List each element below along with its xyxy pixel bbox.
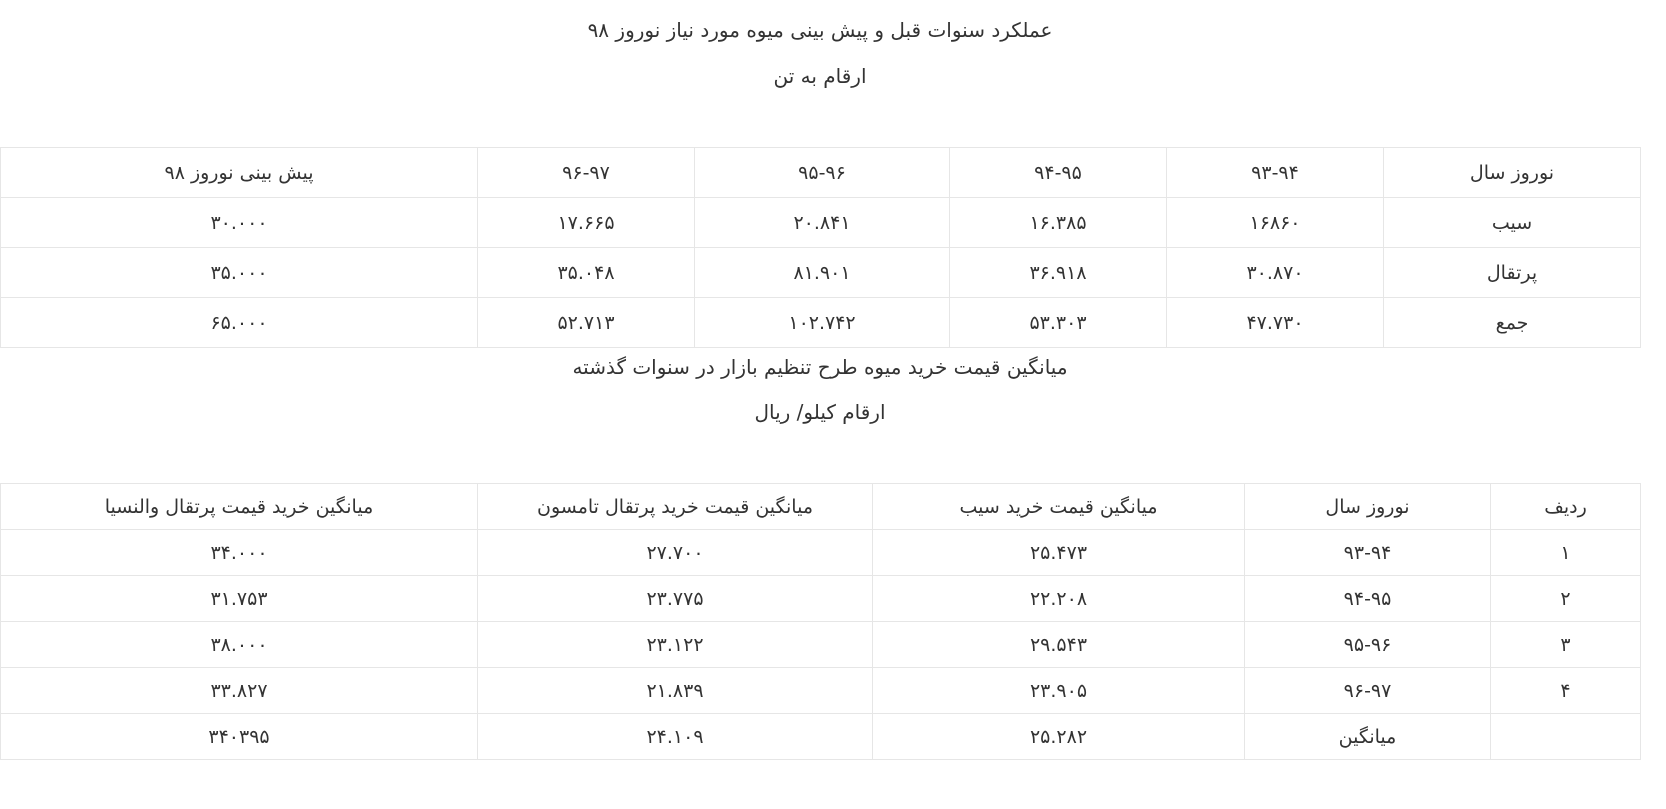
table-row <box>1 198 1641 248</box>
column-header: نوروز سال <box>1384 148 1641 198</box>
table-cell: ۵۳.۳۰۳ <box>950 298 1167 348</box>
column-header: ۹۴-۹۵ <box>950 148 1167 198</box>
table-row <box>1 622 1641 668</box>
table-cell: ۱۷.۶۶۵ <box>478 198 695 248</box>
table-row <box>1 530 1641 576</box>
table-row <box>1 714 1641 760</box>
table-cell: ۹۵-۹۶ <box>1245 622 1491 668</box>
table-cell: ۲۴.۱۰۹ <box>478 714 873 760</box>
column-header: ۹۳-۹۴ <box>1167 148 1384 198</box>
table-cell: ۲۹.۵۴۳ <box>873 622 1245 668</box>
table-cell <box>1491 714 1641 760</box>
table-cell: ۳۱.۷۵۳ <box>1 576 478 622</box>
table-cell: ۳۰.۰۰۰ <box>1 198 478 248</box>
table-row <box>1 668 1641 714</box>
table-cell: ۲۵.۴۷۳ <box>873 530 1245 576</box>
table-cell: ۹۳-۹۴ <box>1245 530 1491 576</box>
table-cell: ۳۴۰۳۹۵ <box>1 714 478 760</box>
table-cell: ۲۵.۲۸۲ <box>873 714 1245 760</box>
table-cell: ۲۳.۱۲۲ <box>478 622 873 668</box>
table-row <box>1 248 1641 298</box>
section2-unit: ارقام کیلو/ ریال <box>754 400 886 424</box>
table-cell: ۲۰.۸۴۱ <box>695 198 950 248</box>
table-cell: پرتقال <box>1384 248 1641 298</box>
table-cell: ۲۳.۷۷۵ <box>478 576 873 622</box>
column-header: ۹۵-۹۶ <box>695 148 950 198</box>
section1-unit: ارقام به تن <box>773 64 867 88</box>
table-cell: ۹۶-۹۷ <box>1245 668 1491 714</box>
table-cell: سیب <box>1384 198 1641 248</box>
section1-title: عملکرد سنوات قبل و پیش بینی میوه مورد نیاز نوروز ۹۸ <box>587 18 1053 42</box>
table-cell: ۱۶۸۶۰ <box>1167 198 1384 248</box>
table-cell: میانگین <box>1245 714 1491 760</box>
table-cell: ۱۶.۳۸۵ <box>950 198 1167 248</box>
table-cell: ۱ <box>1491 530 1641 576</box>
table-cell: ۲۲.۲۰۸ <box>873 576 1245 622</box>
forecast-table <box>0 147 1641 348</box>
table-cell: ۸۱.۹۰۱ <box>695 248 950 298</box>
table-cell: ۲۳.۹۰۵ <box>873 668 1245 714</box>
table-cell: ۳۰.۸۷۰ <box>1167 248 1384 298</box>
table-cell: ۳۴.۰۰۰ <box>1 530 478 576</box>
column-header: نوروز سال <box>1245 484 1491 530</box>
table-cell: ۳۵.۰۰۰ <box>1 248 478 298</box>
table-cell: ۳۳.۸۲۷ <box>1 668 478 714</box>
table-cell: ۹۴-۹۵ <box>1245 576 1491 622</box>
section2-title: میانگین قیمت خرید میوه طرح تنظیم بازار در سنوات گذشته <box>572 355 1068 379</box>
column-header: میانگین قیمت خرید سیب <box>873 484 1245 530</box>
table-header-row <box>1 484 1641 530</box>
table-cell: ۴ <box>1491 668 1641 714</box>
column-header: ردیف <box>1491 484 1641 530</box>
column-header: ۹۶-۹۷ <box>478 148 695 198</box>
table-cell: ۲۷.۷۰۰ <box>478 530 873 576</box>
table-cell: ۵۲.۷۱۳ <box>478 298 695 348</box>
table-cell: جمع <box>1384 298 1641 348</box>
table-cell: ۴۷.۷۳۰ <box>1167 298 1384 348</box>
column-header: میانگین قیمت خرید پرتقال تامسون <box>478 484 873 530</box>
table-header-row <box>1 148 1641 198</box>
table-cell: ۳ <box>1491 622 1641 668</box>
table-cell: ۶۵.۰۰۰ <box>1 298 478 348</box>
column-header: پیش بینی نوروز ۹۸ <box>1 148 478 198</box>
table-row <box>1 298 1641 348</box>
table-cell: ۲ <box>1491 576 1641 622</box>
table-cell: ۳۸.۰۰۰ <box>1 622 478 668</box>
table-cell: ۲۱.۸۳۹ <box>478 668 873 714</box>
column-header: میانگین خرید قیمت پرتقال والنسیا <box>1 484 478 530</box>
table-cell: ۳۶.۹۱۸ <box>950 248 1167 298</box>
table-row <box>1 576 1641 622</box>
table-cell: ۳۵.۰۴۸ <box>478 248 695 298</box>
table-cell: ۱۰۲.۷۴۲ <box>695 298 950 348</box>
purchase-price-table <box>0 483 1641 760</box>
